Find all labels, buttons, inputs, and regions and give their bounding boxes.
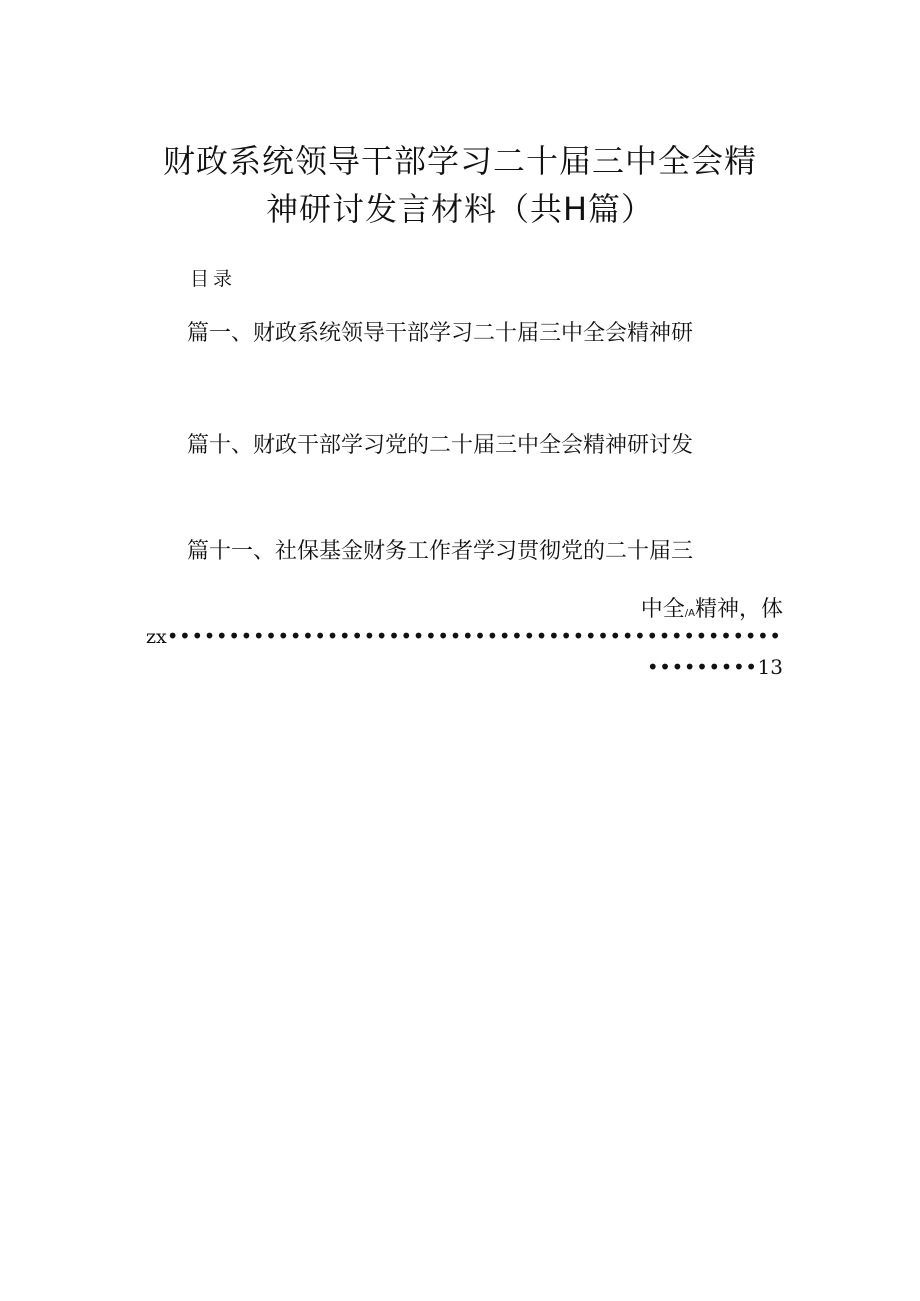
continuation-text-a: 中全 bbox=[640, 597, 685, 622]
continuation-small-glyph: /A bbox=[684, 608, 695, 619]
toc-entry-3-continuation[interactable] bbox=[641, 592, 783, 623]
page-number: 13 bbox=[757, 655, 783, 679]
leader-prefix: zx bbox=[146, 626, 167, 648]
page-leader-dots: ••••••••• bbox=[646, 655, 758, 679]
document-title-line-2: 神研讨发言材料（共H篇） bbox=[265, 190, 655, 228]
document-title-line-1: 财政系统领导干部学习二十届三中全会精 bbox=[162, 142, 757, 180]
toc-entry-1[interactable]: 篇一、财政系统领导干部学习二十届三中全会精神研 bbox=[187, 321, 694, 346]
toc-heading: 目录 bbox=[190, 268, 237, 290]
continuation-text-b: 精神，体 bbox=[694, 597, 783, 622]
toc-page-line bbox=[647, 655, 783, 679]
toc-entry-2[interactable]: 篇十、财政干部学习党的二十届三中全会精神研讨发 bbox=[187, 433, 694, 458]
leader-dots: •••••••••••••••••••••••••••••••••••••••••••••••••• bbox=[166, 624, 782, 648]
toc-leader-line bbox=[146, 624, 784, 654]
toc-entry-3[interactable]: 篇十一、社保基金财务工作者学习贯彻党的二十届三 bbox=[187, 539, 694, 564]
